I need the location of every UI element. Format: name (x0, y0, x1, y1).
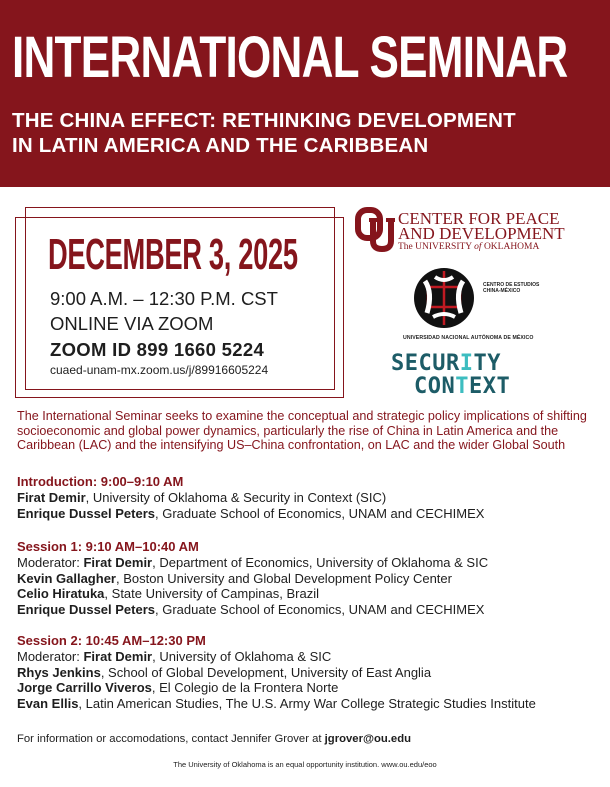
speaker-row: Rhys Jenkins, School of Global Development, University of East Anglia (17, 664, 432, 680)
sic-text-3: TY (473, 351, 501, 376)
cpd-university: The UNIVERSITY of OKLAHOMA (398, 242, 540, 252)
cpd-name-line-1: CENTER FOR PEACE (398, 209, 560, 228)
section-session-2 (17, 633, 607, 712)
speaker-row: Jorge Carrillo Viveros, El Colegio de la Frontera Norte (17, 680, 339, 696)
section-session-1 (17, 539, 607, 618)
event-venue: ONLINE VIA ZOOM (50, 313, 214, 334)
moderator-row: Moderator: Firat Demir, University of Oklahoma & SIC (17, 648, 332, 664)
zoom-id: ZOOM ID 899 1660 5224 (50, 339, 265, 360)
sic-text-4: CON (414, 374, 456, 399)
contact-email-link[interactable]: jgrover@ou.edu (324, 733, 412, 745)
contact-line (17, 733, 411, 745)
section-heading: Session 2: 10:45 AM–12:30 PM (17, 633, 206, 648)
speaker-row: Enrique Dussel Peters, Graduate School of Economics, UNAM and CECHIMEX (17, 505, 485, 521)
sic-text-6: EXT (469, 374, 511, 399)
event-time: 9:00 A.M. – 12:30 P.M. CST (50, 288, 278, 309)
speaker-row: Enrique Dussel Peters, Graduate School of Economics, UNAM and CECHIMEX (17, 602, 485, 618)
speaker-row: Firat Demir, University of Oklahoma & Security in Context (SIC) (17, 489, 387, 505)
contact-text: For information or accomodations, contact Jennifer Grover at (17, 733, 325, 745)
speaker-row: Kevin Gallagher, Boston University and Global Development Policy Center (17, 570, 452, 586)
speaker-row: Celio Hiratuka, State University of Campinas, Brazil (17, 586, 319, 602)
footer-notice: The University of Oklahoma is an equal opportunity institution. www.ou.edu/eoo (173, 760, 437, 769)
cpd-name-line-2: AND DEVELOPMENT (398, 224, 565, 243)
sic-text-1: SECUR (391, 351, 460, 376)
seminar-subtitle (12, 108, 610, 158)
seminar-description: The International Seminar seeks to examine the conceptual and strategic policy implications of shifting socioeconomic and global power dynamics, particularly the rise of China in Latin America and the Caribbean (LAC) and the intensifying US–China confrontation, on LAC and the wider Global South (17, 409, 587, 453)
security-context-logo (391, 352, 510, 398)
cechimex-name (483, 282, 543, 294)
sic-text-5: T (455, 374, 469, 399)
cechimex-logo-icon (413, 267, 475, 329)
event-date: DECEMBER 3, 2025 (48, 230, 298, 279)
moderator-row: Moderator: Firat Demir, Department of Economics, University of Oklahoma & SIC (17, 554, 489, 570)
zoom-link[interactable]: cuaed-unam-mx.zoom.us/j/89916605224 (50, 363, 269, 377)
sic-text-2: I (459, 351, 474, 376)
section-heading: Session 1: 9:10 AM–10:40 AM (17, 539, 199, 554)
subtitle-line-2: IN LATIN AMERICA AND THE CARIBBEAN (12, 134, 429, 157)
header-banner (0, 0, 610, 187)
unam-name: UNIVERSIDAD NACIONAL AUTÓNOMA DE MÉXICO (403, 335, 534, 341)
ou-logo-icon (355, 207, 395, 253)
section-introduction (17, 474, 607, 521)
section-heading: Introduction: 9:00–9:10 AM (17, 474, 184, 489)
speaker-row: Evan Ellis, Latin American Studies, The U.S. Army War College Strategic Studies Institute (17, 696, 536, 712)
cechimex-line-2: CHINA-MÉXICO (483, 288, 521, 294)
seminar-title: INTERNATIONAL SEMINAR (12, 25, 568, 90)
cechimex-line-1: CENTRO DE ESTUDIOS (483, 282, 540, 288)
subtitle-line-1: THE CHINA EFFECT: RETHINKING DEVELOPMENT (12, 109, 516, 132)
